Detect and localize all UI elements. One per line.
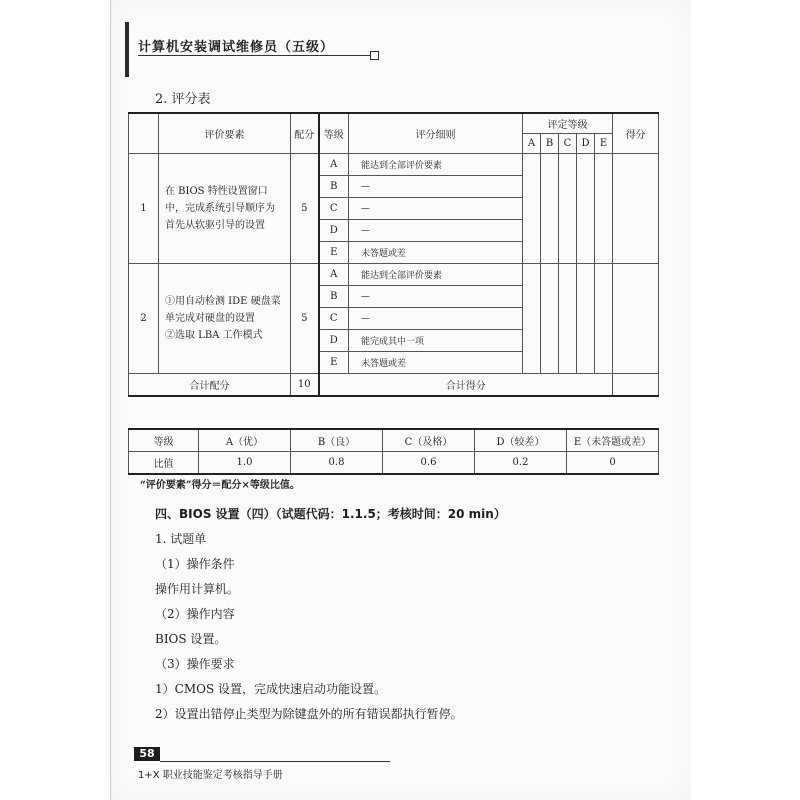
page-number: 58: [134, 747, 160, 761]
item-number: 1: [129, 154, 159, 264]
col-header-grade: 等级: [319, 113, 349, 154]
rating-cell: [523, 154, 541, 264]
ratio-grade: B（良）: [291, 429, 383, 452]
body-line: 1）CMOS 设置，完成快速启动功能设置。: [155, 682, 386, 696]
rating-cell: [577, 264, 595, 374]
grade-letter: A: [319, 154, 349, 176]
grade-letter: D: [319, 220, 349, 242]
rating-cell: [559, 264, 577, 374]
header-rule: [138, 55, 370, 56]
item-number: 2: [129, 264, 159, 374]
item-requirement: 在 BIOS 特性设置窗口中，完成系统引导顺序为首先从软驱引导的设置: [159, 154, 291, 264]
grade-letter: C: [319, 308, 349, 330]
item-points: 5: [291, 264, 319, 374]
header-bar: [125, 22, 129, 77]
col-header-letter-d: D: [577, 134, 595, 154]
ratio-value: 0.2: [475, 452, 567, 475]
running-header-title: 计算机安装调试维修员（五级）: [138, 40, 335, 55]
rating-cell: [577, 154, 595, 264]
body-line: （2）操作内容: [155, 607, 235, 621]
grade-criterion: 能达到全部评价要素: [349, 264, 523, 286]
total-points-value: 10: [291, 374, 319, 397]
grade-letter: B: [319, 286, 349, 308]
col-header-letter-e: E: [595, 134, 613, 154]
grade-criterion: —: [349, 308, 523, 330]
grade-letter: C: [319, 198, 349, 220]
grade-criterion: —: [349, 176, 523, 198]
requirement-line: ②选取 LBA 工作模式: [165, 330, 263, 341]
col-header-item: 评价要素: [159, 113, 291, 154]
footer-rule: [160, 761, 390, 762]
ratio-grade: A（优）: [199, 429, 291, 452]
header-rule-end-box: [370, 51, 379, 60]
rating-cell: [595, 154, 613, 264]
grade-letter: A: [319, 264, 349, 286]
body-line: 操作用计算机。: [155, 582, 240, 596]
ratio-grade: C（及格）: [383, 429, 475, 452]
section-title: 2. 评分表: [155, 92, 211, 107]
ratio-table-grade-label: 等级: [129, 429, 199, 452]
rating-cell: [541, 264, 559, 374]
ratio-grade: D（较差）: [475, 429, 567, 452]
grade-criterion: 未答题或差: [349, 352, 523, 374]
ratio-value: 0: [567, 452, 659, 475]
rating-cell: [559, 154, 577, 264]
rating-cell: [541, 154, 559, 264]
body-line: 2）设置出错停止类型为除键盘外的所有错误都执行暂停。: [155, 707, 463, 721]
footer-book-title: 1+X 职业技能鉴定考核指导手册: [138, 770, 283, 781]
score-table: [128, 112, 659, 397]
col-header-score: 得分: [613, 113, 659, 154]
grade-criterion: —: [349, 286, 523, 308]
grade-criterion: 能完成其中一项: [349, 330, 523, 352]
col-header-rated-grade: 评定等级: [523, 113, 613, 134]
col-header-points: 配分: [291, 113, 319, 154]
col-header-letter-a: A: [523, 134, 541, 154]
ratio-value: 0.6: [383, 452, 475, 475]
grade-letter: E: [319, 352, 349, 374]
item-points: 5: [291, 154, 319, 264]
grade-ratio-table: [128, 428, 659, 475]
col-header-letter-b: B: [541, 134, 559, 154]
score-cell: [613, 264, 659, 374]
col-header-num: [129, 113, 159, 154]
ratio-value: 0.8: [291, 452, 383, 475]
ratio-grade: E（未答题或差）: [567, 429, 659, 452]
score-formula-note: “评价要素”得分＝配分×等级比值。: [140, 480, 300, 491]
requirement-line: ①用自动检测 IDE 硬盘菜单完成对硬盘的设置: [165, 296, 281, 324]
grade-letter: E: [319, 242, 349, 264]
ratio-value: 1.0: [199, 452, 291, 475]
grade-letter: D: [319, 330, 349, 352]
body-line: （1）操作条件: [155, 557, 235, 571]
grade-criterion: —: [349, 198, 523, 220]
exercise-heading: 四、BIOS 设置（四）（试题代码：1.1.5；考核时间：20 min）: [155, 507, 506, 521]
score-cell: [613, 154, 659, 264]
grade-letter: B: [319, 176, 349, 198]
body-line: （3）操作要求: [155, 657, 235, 671]
grade-criterion: 能达到全部评价要素: [349, 154, 523, 176]
col-header-letter-c: C: [559, 134, 577, 154]
item-requirement: [159, 264, 291, 374]
total-score-value: [613, 374, 659, 397]
grade-criterion: —: [349, 220, 523, 242]
body-line: 1. 试题单: [155, 532, 207, 546]
rating-cell: [523, 264, 541, 374]
col-header-criteria: 评分细则: [349, 113, 523, 154]
total-score-label: 合计得分: [319, 374, 613, 397]
ratio-table-ratio-label: 比值: [129, 452, 199, 475]
total-points-label: 合计配分: [129, 374, 291, 397]
body-line: BIOS 设置。: [155, 632, 227, 646]
grade-criterion: 未答题或差: [349, 242, 523, 264]
rating-cell: [595, 264, 613, 374]
